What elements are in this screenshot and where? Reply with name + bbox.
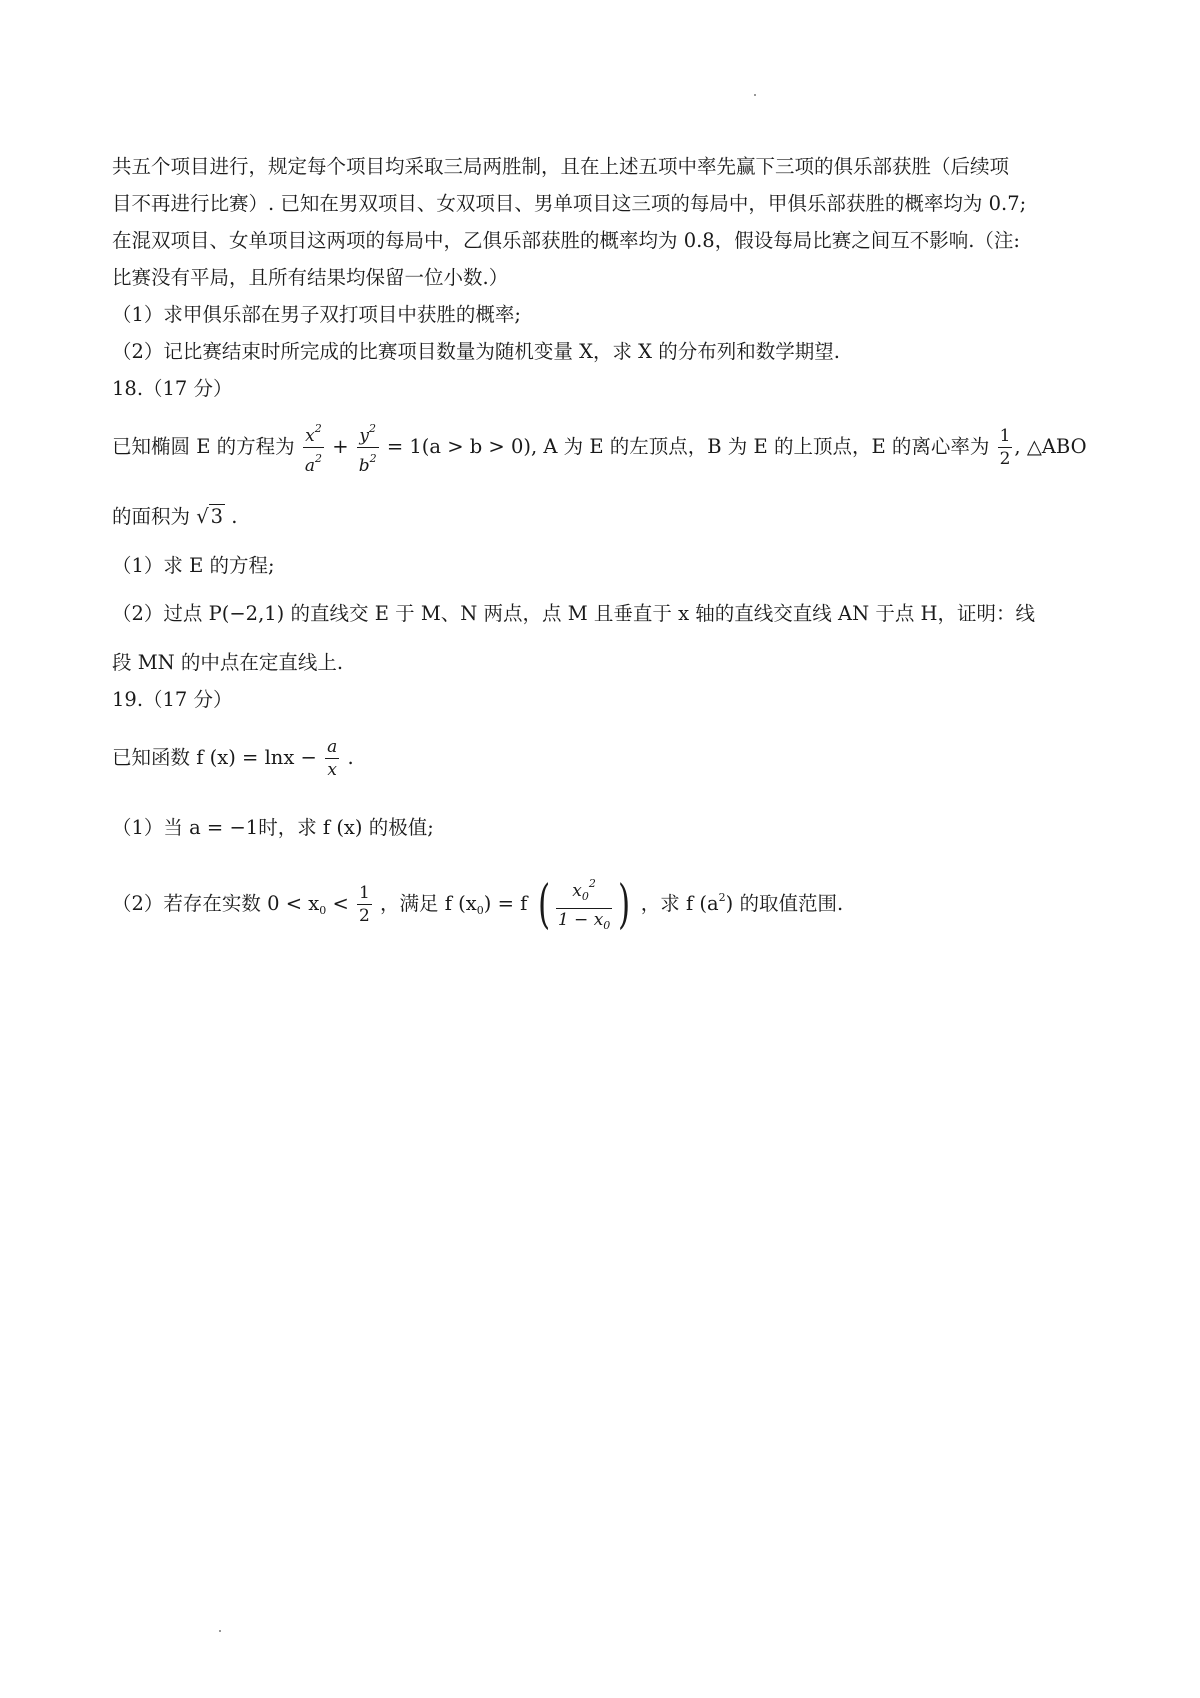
p19-q2-text-d: ，求 f (a xyxy=(640,892,719,915)
p18-question-2a: （2）过点 P(−2,1) 的直线交 E 于 M、N 两点，点 M 且垂直于 x 轴的直线交直线 AN 于点 H，证明：线 xyxy=(112,602,1036,625)
p17-line1: 共五个项目进行，规定每个项目均采取三局两胜制，且在上述五项中率先赢下三项的俱乐部获胜（后续项 xyxy=(112,155,1010,178)
p19-heading: 19.（17 分） xyxy=(112,688,233,711)
p18-stem-text-d: 的面积为 xyxy=(112,505,191,528)
p19-stem-text: 已知函数 f (x) = lnx − xyxy=(112,746,317,769)
sqrt-3: √ 3 xyxy=(196,505,224,528)
p18-stem: 已知椭圆 E 的方程为 $\frac{x^2}{a^2}$ + $\frac{y^2}{b^2}$ = 1(a > b > 0), A 为 E 的左顶点，B 为 E 的上顶点，E 的离心率为 $\frac{1}{2}$ , △ABO xyxy=(112,407,1097,487)
p19-q2-text-b: ，满足 f (x xyxy=(380,892,477,915)
p19-q2-text-a: （2）若存在实数 0 < x xyxy=(112,892,320,915)
p18-stem-text-b: = 1(a > b > 0), A 为 E 的左顶点，B 为 E 的上顶点，E 的离心率为 xyxy=(386,435,990,458)
x2-over-a2-fraction: $\frac{x^2}{a^2}$ xyxy=(304,422,322,476)
scan-dot xyxy=(219,1630,221,1632)
scan-dot xyxy=(754,94,756,96)
p17-question-1: （1）求甲俱乐部在男子双打项目中获胜的概率; xyxy=(112,303,521,326)
x0sq-over-1-minus-x0-fraction: $\frac{x_0^2}{1 - x_0}$ xyxy=(556,873,612,937)
half-fraction: $\frac{1}{2}$ xyxy=(359,883,370,926)
p18-stem-text-c: , △ABO xyxy=(1014,435,1087,458)
p18-heading: 18.（17 分） xyxy=(112,377,233,400)
p17-question-2: （2）记比赛结束时所完成的比赛项目数量为随机变量 X，求 X 的分布列和数学期望. xyxy=(112,340,840,363)
p17-line4: 比赛没有平局，且所有结果均保留一位小数.） xyxy=(112,266,509,289)
p19-q2-text-c: ) = f xyxy=(483,892,528,915)
eccentricity-fraction: $\frac{1}{2}$ xyxy=(999,426,1011,469)
p17-line3: 在混双项目、女单项目这两项的每局中，乙俱乐部获胜的概率均为 0.8，假设每局比赛之间互不影响.（注: xyxy=(112,229,1020,252)
p19-question-1: （1）当 a = −1时，求 f (x) 的极值; xyxy=(112,816,434,839)
p19-stem: 已知函数 f (x) = lnx − $\frac{a}{x}$ . xyxy=(112,737,354,780)
p18-question-1: （1）求 E 的方程; xyxy=(112,554,275,577)
document-page xyxy=(112,148,1097,951)
p17-line2: 目不再进行比赛）. 已知在男双项目、女双项目、男单项目这三项的每局中，甲俱乐部获胜的概率均为 0.7; xyxy=(112,192,1027,215)
p19-q2-text-e: ) 的取值范围. xyxy=(725,892,844,915)
p18-question-2b: 段 MN 的中点在定直线上. xyxy=(112,651,344,674)
p19-question-2: （2）若存在实数 $0 < x_0$ < $\frac{1}{2}$ ，满足 f $(x_0) = f$ ( $\frac{x_0^2}{1 - x_0}$ ) ，求 f $(a^2)$ 的取值范围. xyxy=(112,874,844,935)
a-over-x-fraction: $\frac{a}{x}$ xyxy=(327,737,338,780)
p18-stem-text-a: 已知椭圆 E 的方程为 xyxy=(112,435,295,458)
p18-area-line: 的面积为 √ 3 . xyxy=(112,487,1097,547)
y2-over-b2-fraction: $\frac{y^2}{b^2}$ xyxy=(358,422,377,476)
